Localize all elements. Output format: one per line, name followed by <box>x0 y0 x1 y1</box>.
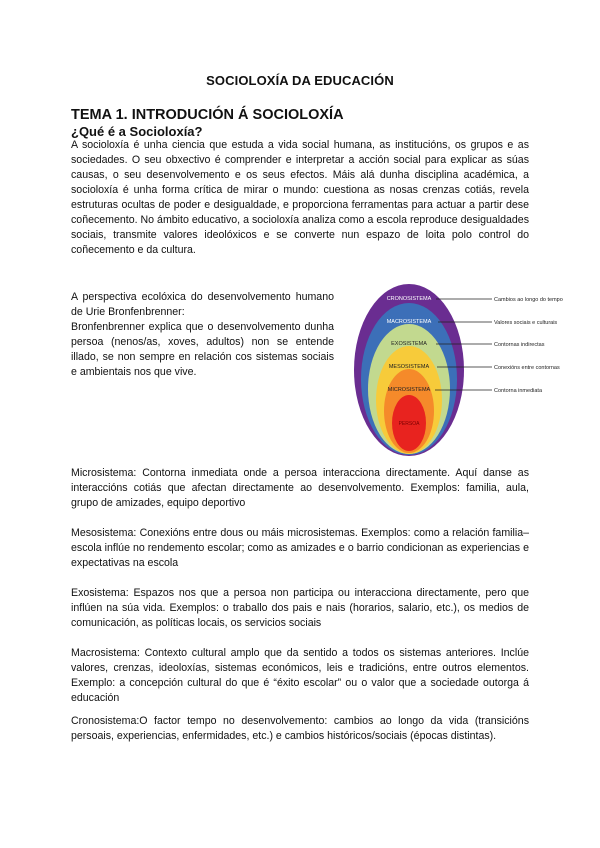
label-persoa: PERSOA <box>398 421 420 427</box>
ecological-perspective-block <box>71 290 334 380</box>
annotation-microsistema: Contorna inmediata <box>494 388 543 394</box>
section-title: TEMA 1. INTRODUCIÓN Á SOCIOLOXÍA <box>71 107 344 123</box>
label-exosistema: EXOSISTEMA <box>391 341 427 347</box>
eco-text: Bronfenbrenner explica que o desenvolvemento dunha persoa (nenos/as, xoves, adultos) non se entende illado, se non sempre en relación cos sistemas sociais e ambientais nos que vive. <box>71 321 334 378</box>
annotation-cronosistema: Cambios ao longo do tempo <box>494 297 563 303</box>
annotation-mesosistema: Conexións entre contornas <box>494 365 560 371</box>
cronosistema-paragraph: Cronosistema:O factor tempo no desenvolvemento: cambios ao longo da vida (transicións persoais, experiencias, enfermidades, etc.) e cambios históricos/sociais (épocas distintas). <box>71 715 529 742</box>
annotation-exosistema: Contornas indirectas <box>494 342 545 348</box>
exosistema-paragraph: Exosistema: Espazos nos que a persoa non participa ou interacciona directamente, pero que inflúen na súa vida. Exemplos: o traballo dos pais e nais (horarios, salario, etc.), os medios de comunicación, as políticas locais, os servicios sociais <box>71 587 529 629</box>
microsistema-paragraph: Microsistema: Contorna inmediata onde a persoa interacciona directamente. Aquí danse as interaccións cotiás que afectan directamente ao desenvolvemento. Exemplos: familia, aula, grupo de amizades, equipo deportivo <box>71 467 529 509</box>
label-macrosistema: MACROSISTEMA <box>386 319 432 325</box>
diagram-layers <box>354 284 464 456</box>
eco-heading: A perspectiva ecolóxica do desenvolvemento humano de Urie Bronfenbrenner: <box>71 291 334 318</box>
bronfenbrenner-diagram <box>354 278 586 456</box>
macrosistema-paragraph: Macrosistema: Contexto cultural amplo que da sentido a todos os sistemas anteriores. Inclúe valores, crenzas, ideoloxías, sistemas económicos, leis e tradicións, entre outros elementos. Exemplo: a concepción cultural do que é “éxito escolar” ou o valor que a sociedade outorga á educación <box>71 647 529 704</box>
intro-paragraph: A socioloxía é unha ciencia que estuda a vida social humana, as institucións, os grupos e as sociedades. O seu obxectivo é comprender e interpretar a acción social para explicar as súas causas, o seu desenvolvemento e os seus efectos. Máis alá dunha disciplina académica, a socioloxía é unha forma crítica de mirar o mundo: cuestiona as nosas crenzas cotiás, revela estruturas ocultas de poder e desigualdade, e proporciona ferramentas para actuar a partir dese coñecemento. No ámbito educativo, a socioloxía analiza como a escola reproduce desigualdades sociais, transmite valores ideolóxicos e se converte nun espazo de loita polo control do coñecemento e da cultura. <box>71 139 529 256</box>
label-mesosistema: MESOSISTEMA <box>388 364 430 370</box>
page-title: SOCIOLOXÍA DA EDUCACIÓN <box>206 73 394 88</box>
label-cronosistema: CRONOSISTEMA <box>386 296 432 302</box>
mesosistema-paragraph: Mesosistema: Conexións entre dous ou máis microsistemas. Exemplos: como a relación familia–escola inflúe no rendemento escolar; como as amizades e o barrio condicionan as experiencias e expectativas na escola <box>71 527 529 569</box>
subtitle: ¿Qué é a Socioloxía? <box>71 124 203 139</box>
annotation-macrosistema: Valores sociais e culturais <box>494 320 558 326</box>
label-microsistema: MICROSISTEMA <box>387 387 431 393</box>
